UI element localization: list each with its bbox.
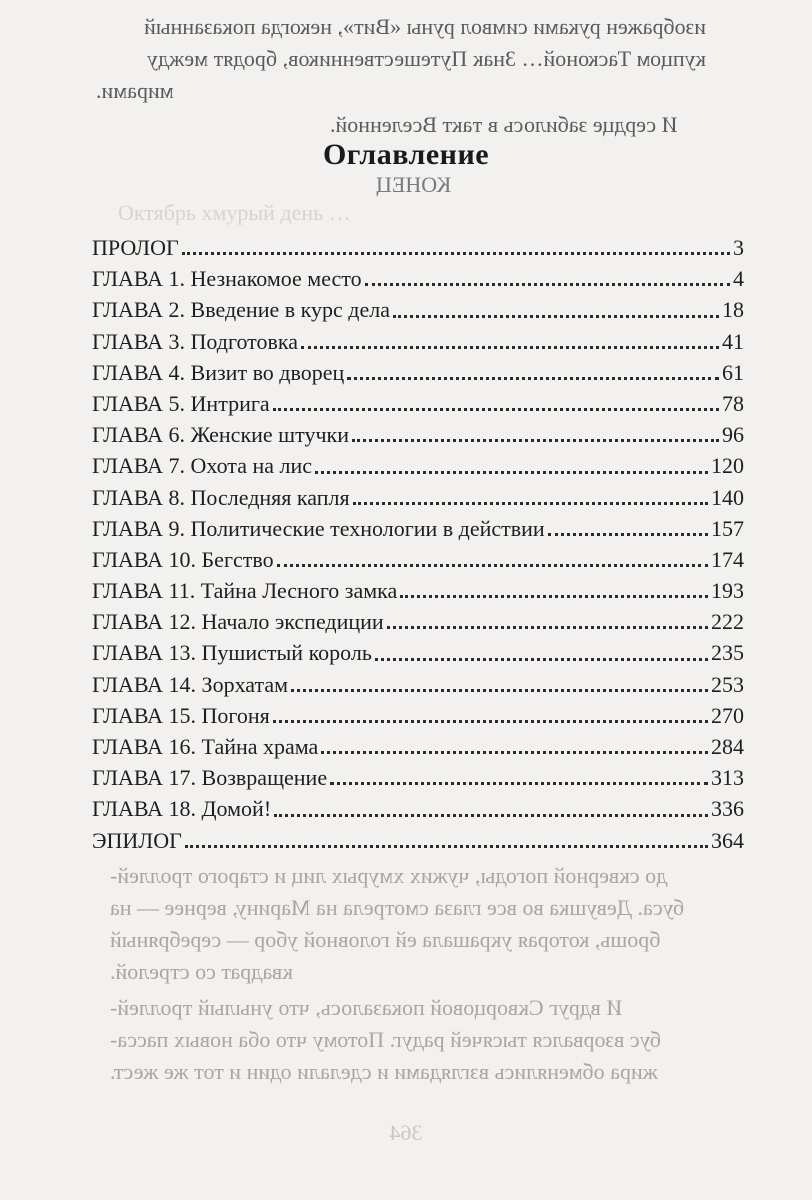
toc-entry-label: ГЛАВА 6. Женские штучки xyxy=(92,422,349,448)
toc-entry-label: ГЛАВА 17. Возвращение xyxy=(92,765,328,791)
toc-entry-page: 174 xyxy=(711,546,744,572)
toc-entry-page: 157 xyxy=(711,515,744,541)
bleed-through-line-2: буса. Девушка во все глаза смотрела на Марину, вернее — на xyxy=(110,895,685,920)
toc-entry xyxy=(92,606,744,637)
toc-entry xyxy=(92,263,744,294)
toc-entry xyxy=(92,419,744,450)
previous-page-end: КОНЕЦ xyxy=(376,172,452,197)
toc-entry xyxy=(92,825,744,856)
toc-entry-page: 364 xyxy=(711,827,744,853)
dot-leader xyxy=(347,375,719,380)
toc-entry-page: 41 xyxy=(722,328,744,354)
toc-entry xyxy=(92,513,744,544)
toc-entry-label: ГЛАВА 16. Тайна храма xyxy=(92,734,319,759)
toc-entry xyxy=(92,326,744,357)
dot-leader xyxy=(274,812,708,817)
dot-leader xyxy=(315,469,708,474)
toc-entry-page: 96 xyxy=(722,422,744,448)
bleed-through-line-6: бус взорвался тысячей радуг. Потому что оба новых пасса- xyxy=(110,1027,662,1052)
toc-entry xyxy=(92,793,744,824)
toc-entry-page: 235 xyxy=(711,640,744,666)
toc-entry xyxy=(92,294,744,325)
toc-entry-label: ГЛАВА 7. Охота на лис xyxy=(92,453,313,479)
toc-entry-label: ЭПИЛОГ xyxy=(92,827,182,853)
bleed-through-page-number: 364 xyxy=(389,1120,423,1145)
toc-entry-page: 61 xyxy=(722,359,744,385)
toc-entry xyxy=(92,575,744,606)
toc-entry-label: ГЛАВА 9. Политические технологии в действии xyxy=(92,515,545,541)
bleed-through-line-5: И вдруг Скворцовой показалось, что унылый троллей- xyxy=(110,995,623,1020)
bleed-through-line-1: до скверной погоды, чужих хмурых лиц и старого троллей- xyxy=(110,863,668,888)
toc-entry-page: 78 xyxy=(722,390,744,416)
toc-entry xyxy=(92,450,744,481)
toc-entry-label: ГЛАВА 8. Последняя капля xyxy=(92,484,350,510)
toc-entry-page: 222 xyxy=(711,609,744,635)
previous-page-line-3: мирами. xyxy=(96,78,174,103)
toc-entry-page: 3 xyxy=(733,235,744,260)
dot-leader xyxy=(301,344,719,349)
dot-leader xyxy=(273,718,708,723)
toc-entry-page: 4 xyxy=(733,266,744,292)
toc-entry xyxy=(92,731,744,762)
toc-entry-page: 253 xyxy=(711,671,744,697)
toc-entry-page: 313 xyxy=(711,765,744,791)
toc-entry xyxy=(92,232,744,263)
dot-leader xyxy=(352,437,719,442)
toc-entry-page: 284 xyxy=(711,734,744,759)
toc-entry-label: ГЛАВА 10. Бегство xyxy=(92,546,274,572)
toc-entry-label: ГЛАВА 2. Введение в курс дела xyxy=(92,297,390,323)
bleed-through-line-4: квадрат со стрелой. xyxy=(110,959,293,984)
toc-entry xyxy=(92,544,744,575)
toc-entry-page: 18 xyxy=(722,297,744,323)
toc-entry-page: 270 xyxy=(711,702,744,728)
toc-entry xyxy=(92,388,744,419)
dot-leader xyxy=(277,562,708,567)
toc-entry-label: ГЛАВА 13. Пушистый король xyxy=(92,640,372,666)
previous-page-verse: И сердце забилось в такт Вселенной. xyxy=(330,112,678,137)
toc-entry-label: ГЛАВА 4. Визит во дворец xyxy=(92,359,345,385)
toc-entry-page: 193 xyxy=(711,578,744,604)
toc-entry-label: ГЛАВА 11. Тайна Лесного замка xyxy=(92,578,398,604)
dot-leader xyxy=(375,656,708,661)
bleed-through-upper: Октябрь хмурый день … xyxy=(118,200,351,225)
toc-entry-label: ГЛАВА 18. Домой! xyxy=(92,796,272,822)
toc-entry xyxy=(92,700,744,731)
previous-page-line-1: изображен руками символ руны «Вит», некогда показанный xyxy=(144,14,706,39)
toc-entry-label: ГЛАВА 5. Интрига xyxy=(92,390,270,416)
toc-title: Оглавление xyxy=(322,138,490,171)
dot-leader xyxy=(182,250,730,255)
dot-leader xyxy=(548,531,708,536)
dot-leader xyxy=(273,406,719,411)
toc-entry xyxy=(92,762,744,793)
dot-leader xyxy=(393,313,719,318)
toc-entry-label: ГЛАВА 3. Подготовка xyxy=(92,328,299,354)
toc-entry xyxy=(92,482,744,513)
toc-entry-page: 336 xyxy=(711,796,744,822)
dot-leader xyxy=(353,500,708,505)
bleed-through-line-3: брошь, которая украшала ей головной убор — серебряный xyxy=(110,927,661,952)
toc-entry-page: 120 xyxy=(711,453,744,479)
previous-page-line-2: купцом Тасконой… Знак Путешественников, бродят между xyxy=(147,46,706,71)
dot-leader xyxy=(291,687,708,692)
toc-entry-label: ПРОЛОГ xyxy=(92,235,179,260)
dot-leader xyxy=(330,780,708,785)
bleed-through-line-7: жира обменялись взглядами и сделали один и тот же жест. xyxy=(110,1059,658,1084)
toc-entry-label: ГЛАВА 14. Зорхатам xyxy=(92,671,289,697)
toc-entry xyxy=(92,357,744,388)
dot-leader xyxy=(185,843,708,848)
toc-entry-page: 140 xyxy=(711,484,744,510)
dot-leader xyxy=(321,749,708,754)
toc-entry-label: ГЛАВА 12. Начало экспедиции xyxy=(92,609,384,635)
toc-entry-label: ГЛАВА 1. Незнакомое место xyxy=(92,266,362,292)
table-of-contents xyxy=(92,232,744,856)
dot-leader xyxy=(400,593,708,598)
toc-entry xyxy=(92,669,744,700)
toc-entry xyxy=(92,637,744,668)
dot-leader xyxy=(387,624,708,629)
toc-entry-label: ГЛАВА 15. Погоня xyxy=(92,702,270,728)
dot-leader xyxy=(365,281,730,286)
